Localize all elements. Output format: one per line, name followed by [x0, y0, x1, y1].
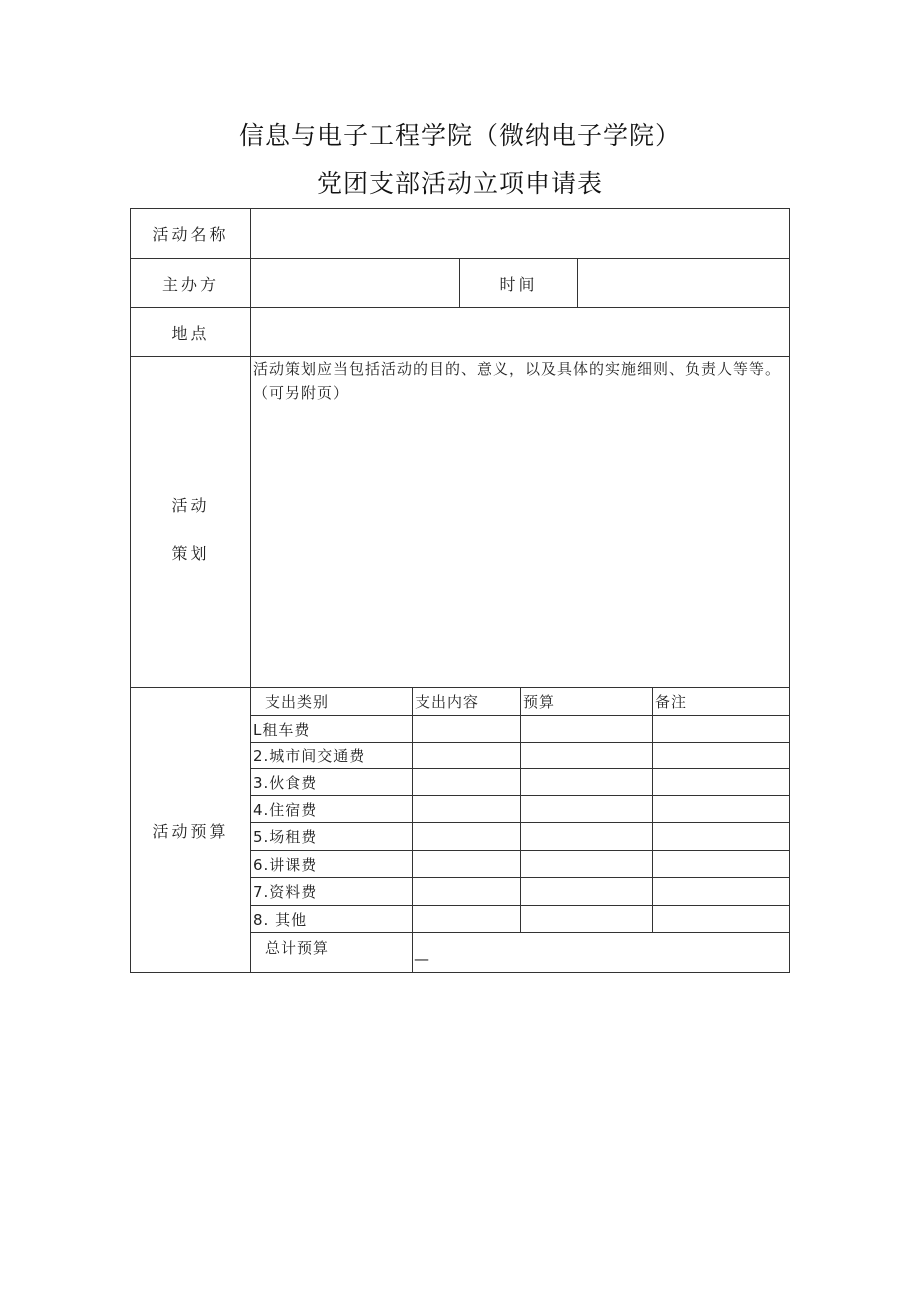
- budget-row-content-cell[interactable]: [413, 878, 520, 905]
- budget-row-remark-cell[interactable]: [653, 796, 789, 822]
- activity-budget-label: 活动预算: [152, 821, 229, 841]
- form-title-line1: 信息与电子工程学院（微纳电子学院）: [238, 121, 681, 150]
- budget-row-remark-cell[interactable]: [653, 743, 789, 768]
- budget-row-category: 7.资料费: [253, 883, 318, 901]
- budget-row-remark-cell[interactable]: [653, 878, 789, 905]
- budget-total-label: 总计预算: [265, 939, 330, 957]
- budget-row-amount-cell[interactable]: [521, 716, 652, 742]
- time-field[interactable]: [578, 259, 789, 307]
- budget-row-amount-cell[interactable]: [521, 796, 652, 822]
- budget-row-category: 2.城市间交通费: [253, 747, 366, 765]
- budget-row-amount-cell[interactable]: [521, 769, 652, 795]
- budget-header-category: 支出类别: [265, 693, 330, 711]
- budget-row-amount-cell[interactable]: [521, 823, 652, 850]
- form-title-line2: 党团支部活动立项申请表: [316, 169, 603, 198]
- budget-row-category: 3.伙食费: [253, 773, 318, 792]
- location-label: 地点: [171, 323, 210, 343]
- budget-row-content-cell[interactable]: [413, 743, 520, 768]
- budget-row-category: 8. 其他: [253, 910, 308, 929]
- budget-row-remark-cell[interactable]: [653, 851, 789, 877]
- budget-total-field[interactable]: [413, 933, 789, 972]
- activity-plan-label-line2: 策划: [171, 544, 210, 563]
- budget-row-category: 4.住宿费: [253, 800, 318, 819]
- activity-plan-label: [131, 357, 250, 687]
- budget-header-amount: 预算: [523, 693, 556, 711]
- organizer-label: 主办方: [161, 274, 219, 294]
- budget-row-category: 6.讲课费: [253, 855, 318, 874]
- activity-name-label: 活动名称: [152, 225, 229, 244]
- budget-header-remark: 备注: [655, 693, 688, 711]
- budget-row-content-cell[interactable]: [413, 906, 520, 932]
- budget-header-content: 支出内容: [415, 693, 480, 711]
- activity-plan-field[interactable]: [251, 357, 789, 687]
- budget-row-remark-cell[interactable]: [653, 906, 789, 932]
- budget-row-amount-cell[interactable]: [521, 743, 652, 768]
- budget-row-remark-cell[interactable]: [653, 823, 789, 850]
- budget-total-value: —: [414, 950, 429, 968]
- budget-row-remark-cell[interactable]: [653, 716, 789, 742]
- activity-plan-instruction: 活动策划应当包括活动的目的、意义，以及具体的实施细则、负责人等等。（可另附页）: [253, 360, 782, 402]
- budget-row-amount-cell[interactable]: [521, 851, 652, 877]
- budget-row-content-cell[interactable]: [413, 823, 520, 850]
- location-field[interactable]: [251, 308, 789, 356]
- budget-row-content-cell[interactable]: [413, 716, 520, 742]
- organizer-field[interactable]: [251, 259, 459, 307]
- activity-name-field[interactable]: [251, 209, 789, 258]
- table-border-bottom: [130, 972, 790, 973]
- budget-row-category: 5.场租费: [253, 828, 318, 846]
- activity-plan-label-line1: 活动: [171, 496, 210, 515]
- budget-row-content-cell[interactable]: [413, 796, 520, 822]
- budget-row-amount-cell[interactable]: [521, 906, 652, 932]
- budget-row-category: L租车费: [253, 720, 311, 739]
- budget-row-content-cell[interactable]: [413, 851, 520, 877]
- budget-row-content-cell[interactable]: [413, 769, 520, 795]
- budget-row-remark-cell[interactable]: [653, 769, 789, 795]
- budget-row-amount-cell[interactable]: [521, 878, 652, 905]
- time-label: 时间: [499, 274, 538, 294]
- table-border-right: [789, 208, 790, 973]
